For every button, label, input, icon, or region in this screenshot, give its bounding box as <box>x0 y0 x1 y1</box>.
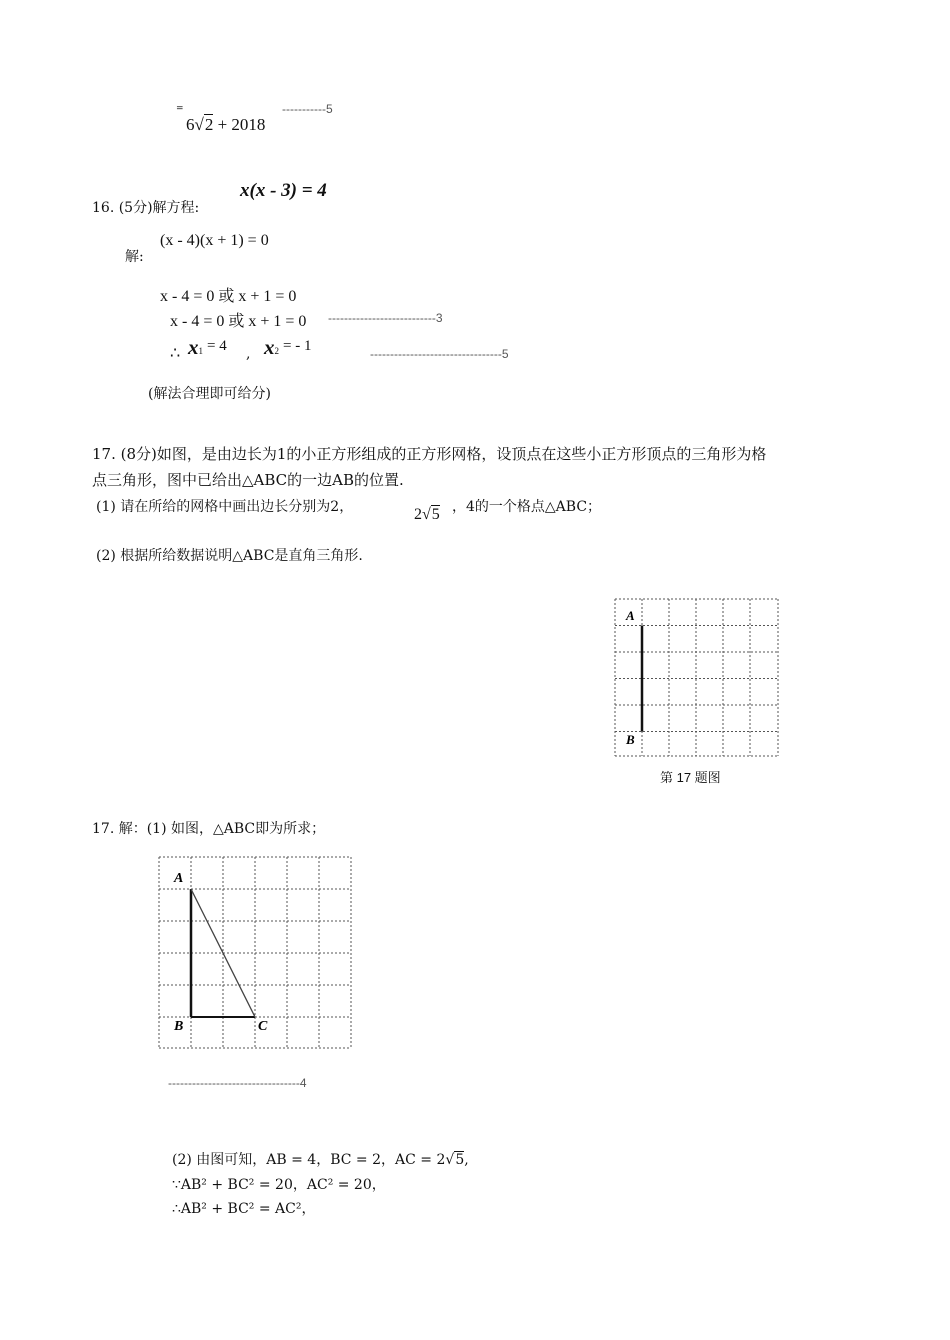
x2-val: = - 1 <box>283 338 312 354</box>
step-equals: = <box>176 104 184 114</box>
q16-root2 <box>264 335 311 360</box>
q17-part1-a: (1) 请在所给的网格中画出边长分别为2， <box>96 499 354 515</box>
q17-part1-b: ，4的一个格点△ABC； <box>452 499 602 515</box>
q17-line1: 17. (8分)如图，是由边长为1的小正方形组成的正方形网格，设顶点在这些小正方形顶点的三角形为格 <box>92 445 767 463</box>
therefore-symbol: ∴ <box>170 343 181 362</box>
sol17-part2-text: (2) 由图可知，AB = 4，BC = 2，AC = 2 <box>172 1152 446 1168</box>
sqrt-coef: 2 <box>414 506 422 523</box>
sol17-part2-radicand: 5 <box>455 1152 465 1168</box>
x1-var: x <box>188 335 199 359</box>
sol17-because: ∵AB² + BC² = 20，AC² = 20， <box>172 1177 386 1193</box>
x1-sub: 1 <box>198 346 203 356</box>
sol17-grid-figure <box>156 854 356 1052</box>
q17-part1-sqrt: 2√5 <box>414 506 440 523</box>
q16-line2: x - 4 = 0 或 x + 1 = 0 <box>170 313 307 330</box>
fig-caption: 第 17 题图 <box>660 770 721 785</box>
q17-line2: 点三角形，图中已给出△ABC的一边AB的位置. <box>92 471 404 489</box>
fig-label-b: B <box>626 732 635 747</box>
sol17-heading: 17. 解：(1) 如图，△ABC即为所求； <box>92 821 326 837</box>
x2-sub: 2 <box>274 346 279 356</box>
sol17-part2: (2) 由图可知，AB = 4，BC = 2，AC = 2√5, <box>172 1152 469 1168</box>
sol-label-c: C <box>258 1019 268 1034</box>
q17-grid-figure <box>612 596 782 760</box>
sol-label-b: B <box>174 1019 184 1034</box>
q17-part2: (2) 根据所给数据说明△ABC是直角三角形. <box>96 548 363 564</box>
root-comma: , <box>246 346 251 362</box>
result-radicand: 2 <box>204 115 214 134</box>
q16-note: (解法合理即可给分) <box>148 386 271 402</box>
q16-root1 <box>188 335 227 360</box>
sqrt-radicand: 5 <box>431 506 440 523</box>
fig-label-a: A <box>626 608 635 623</box>
x1-val: = 4 <box>207 338 227 354</box>
q16-heading: 16. (5分)解方程: <box>92 200 200 216</box>
x2-var: x <box>264 335 275 359</box>
sol17-therefore: ∴AB² + BC² = AC²， <box>172 1201 316 1217</box>
score-mark-5a: -----------5 <box>282 102 333 116</box>
sol17-part2-end: , <box>464 1152 469 1168</box>
q16-equation: x(x - 3) = 4 <box>240 180 327 201</box>
q16-jie: 解: <box>125 249 144 265</box>
score-mark-5b: ---------------------------------5 <box>370 347 509 361</box>
score-mark-4: ---------------------------------4 <box>168 1076 307 1090</box>
result-rest: + 2018 <box>217 115 266 134</box>
score-mark-3: ---------------------------3 <box>328 311 443 325</box>
sol-label-a: A <box>174 871 184 886</box>
result-expression: 6√2 + 2018 <box>186 115 266 134</box>
q16-factored: (x - 4)(x + 1) = 0 <box>160 232 269 249</box>
q16-line1: x - 4 = 0 或 x + 1 = 0 <box>160 288 297 305</box>
result-coef: 6 <box>186 115 195 134</box>
